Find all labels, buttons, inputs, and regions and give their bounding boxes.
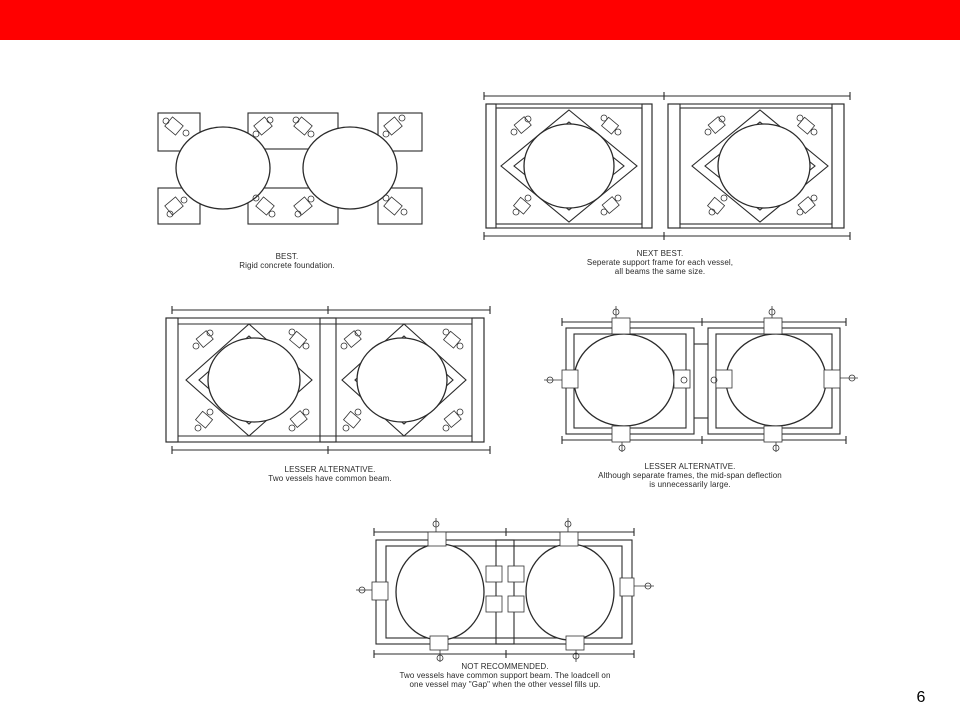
caption-title: NOT RECOMMENDED. bbox=[461, 662, 549, 671]
caption-lesser-common-beam bbox=[240, 465, 420, 483]
caption-best bbox=[222, 252, 352, 270]
caption-text: all beams the same size. bbox=[614, 267, 706, 276]
diagram-next-best bbox=[484, 92, 850, 240]
caption-next-best bbox=[560, 249, 760, 276]
caption-text: one vessel may "Gap" when the other vessel fills up. bbox=[409, 680, 601, 689]
diagram-lesser-separate-frames bbox=[544, 306, 858, 452]
caption-text: Seperate support frame for each vessel, bbox=[586, 258, 734, 267]
caption-text: Two vessels have common beam. bbox=[268, 474, 392, 483]
diagram-lesser-common-beam bbox=[166, 306, 490, 454]
caption-text: Although separate frames, the mid-span deflection bbox=[598, 471, 782, 480]
diagram-not-recommended bbox=[356, 518, 654, 662]
caption-title: LESSER ALTERNATIVE. bbox=[284, 465, 376, 474]
caption-text: Rigid concrete foundation. bbox=[239, 261, 335, 270]
caption-lesser-separate-frames bbox=[570, 462, 810, 489]
diagram-best bbox=[158, 113, 422, 224]
caption-text: is unnecessarily large. bbox=[649, 480, 731, 489]
caption-not-recommended bbox=[360, 662, 650, 689]
caption-title: LESSER ALTERNATIVE. bbox=[644, 462, 736, 471]
vessel-left bbox=[176, 127, 270, 209]
caption-text: Two vessels have common support beam. The loadcell on bbox=[399, 671, 611, 680]
caption-title: BEST. bbox=[275, 252, 299, 261]
page-number: 6 bbox=[916, 689, 926, 706]
caption-title: NEXT BEST. bbox=[636, 249, 684, 258]
